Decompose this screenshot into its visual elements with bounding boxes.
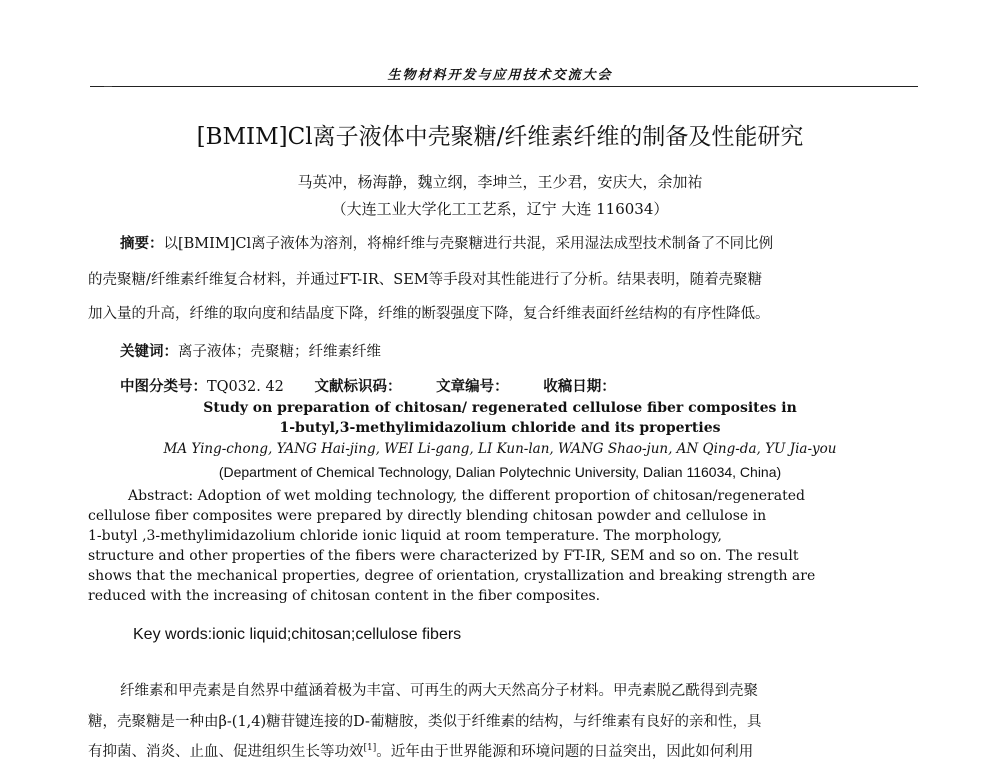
abstract-en-line: shows that the mechanical properties, degree of orientation, crystallization and breaking strength are bbox=[88, 568, 816, 584]
abstract-cn-label: 摘要： bbox=[120, 235, 164, 252]
keywords-cn-label: 关键词： bbox=[120, 343, 178, 360]
keywords-cn-text: 离子液体；壳聚糖；纤维素纤维 bbox=[178, 344, 381, 360]
abstract-en-line bbox=[128, 488, 805, 504]
abstract-en-line: cellulose fiber composites were prepared by directly blending chitosan powder and cellulose in bbox=[88, 508, 767, 524]
keywords-en: Key words:ionic liquid;chitosan;cellulose fibers bbox=[133, 626, 462, 643]
abstract-en-text: Adoption of wet molding technology, the different proportion of chitosan/regenerated bbox=[197, 488, 805, 504]
doc-code-label: 文献标识码： bbox=[314, 378, 402, 395]
header-rule bbox=[90, 86, 918, 87]
en-title-line: 1-butyl,3-methylimidazolium chloride and its properties bbox=[279, 420, 721, 436]
classification-line bbox=[120, 375, 616, 396]
abstract-en-label: Abstract: bbox=[128, 488, 194, 504]
clc-value: TQ032. 42 bbox=[207, 379, 284, 395]
article-no-label: 文章编号： bbox=[436, 378, 509, 395]
affiliation: （大连工业大学化工工艺系，辽宁 大连 116034） bbox=[331, 200, 669, 218]
abstract-cn-text: 以[BMIM]Cl离子液体为溶剂，将棉纤维与壳聚糖进行共混，采用湿法成型技术制备了不同比例 bbox=[163, 236, 774, 252]
paper-title: [BMIM]Cl离子液体中壳聚糖/纤维素纤维的制备及性能研究 bbox=[196, 124, 804, 150]
abstract-en-line: structure and other properties of the fibers were characterized by FT-IR, SEM and so on. The result bbox=[88, 548, 799, 564]
body-text: 有抑菌、消炎、止血、促进组织生长等功效 bbox=[88, 744, 364, 760]
body-line: 纤维素和甲壳素是自然界中蕴涵着极为丰富、可再生的两大天然高分子材料。甲壳素脱乙酰得到壳聚 bbox=[120, 683, 758, 699]
body-line: 糖，壳聚糖是一种由β-(1,4)糖苷键连接的D-葡糖胺，类似于纤维素的结构，与纤维素有良好的亲和性，具 bbox=[88, 714, 762, 730]
abstract-en-line: 1-butyl ,3-methylimidazolium chloride ionic liquid at room temperature. The morphology, bbox=[88, 528, 722, 544]
abstract-en-line: reduced with the increasing of chitosan content in the fiber composites. bbox=[88, 588, 601, 604]
received-label: 收稿日期： bbox=[543, 378, 616, 395]
en-affiliation: (Department of Chemical Technology, Dalian Polytechnic University, Dalian 116034, China) bbox=[218, 464, 782, 480]
abstract-cn-line: 的壳聚糖/纤维素纤维复合材料，并通过FT-IR、SEM等手段对其性能进行了分析。结果表明，随着壳聚糖 bbox=[88, 272, 763, 288]
en-title-line: Study on preparation of chitosan/ regenerated cellulose fiber composites in bbox=[203, 400, 797, 416]
clc-label: 中图分类号： bbox=[120, 378, 207, 395]
en-authors: MA Ying-chong, YANG Hai-jing, WEI Li-gang, LI Kun-lan, WANG Shao-jun, AN Qing-da, YU Jia-you bbox=[163, 441, 837, 457]
abstract-cn-line: 加入量的升高，纤维的取向度和结晶度下降，纤维的断裂强度下降，复合纤维表面纤丝结构的有序性降低。 bbox=[88, 306, 770, 322]
body-line bbox=[88, 740, 753, 761]
authors: 马英冲，杨海静，魏立纲，李坤兰，王少君，安庆大，余加祐 bbox=[297, 173, 703, 191]
running-header: 生物材料开发与应用技术交流大会 bbox=[387, 68, 613, 83]
header-rule-mark bbox=[104, 86, 112, 87]
abstract-cn-line bbox=[120, 232, 773, 253]
keywords-cn bbox=[120, 340, 381, 361]
body-text: 。近年由于世界能源和环境问题的日益突出，因此如何利用 bbox=[376, 744, 754, 760]
citation-ref[interactable]: [1] bbox=[363, 743, 377, 754]
